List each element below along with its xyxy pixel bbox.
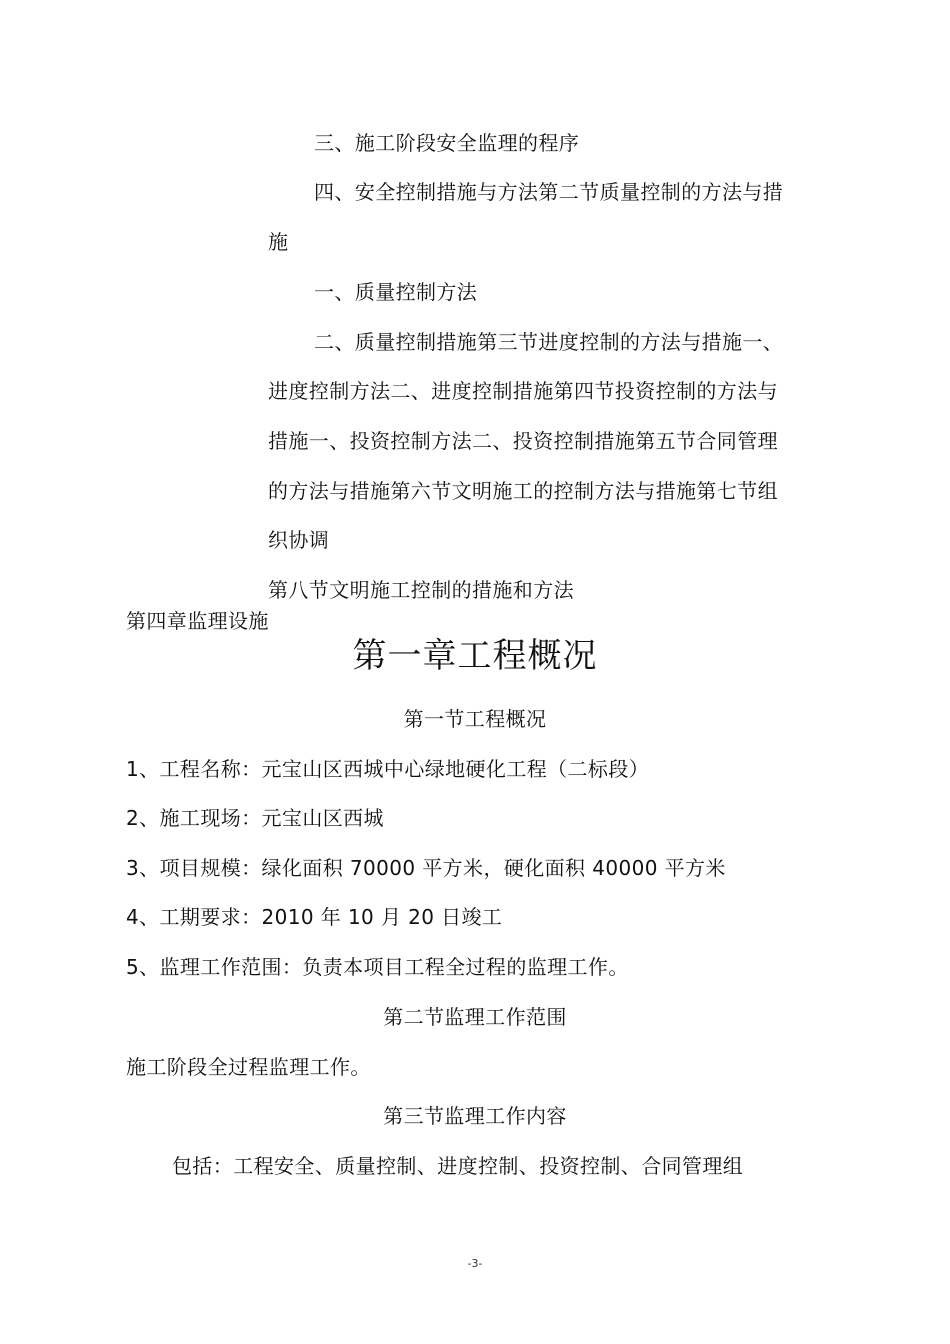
section-heading: 第二节监理工作范围 (383, 1005, 567, 1029)
overview-item: 2、施工现场：元宝山区西城 (126, 806, 384, 830)
toc-line: 的方法与措施第六节文明施工的控制方法与措施第七节组 (268, 479, 778, 503)
overview-item: 3、项目规模：绿化面积 70000 平方米，硬化面积 40000 平方米 (126, 856, 726, 880)
toc-line: 织协调 (268, 528, 330, 552)
overview-item: 5、监理工作范围：负责本项目工程全过程的监理工作。 (126, 955, 629, 979)
section-body: 包括：工程安全、质量控制、进度控制、投资控制、合同管理组 (172, 1154, 744, 1178)
toc-chapter4: 第四章监理设施 (126, 609, 269, 633)
section-heading: 第三节监理工作内容 (383, 1104, 567, 1128)
overview-item: 1、工程名称：元宝山区西城中心绿地硬化工程（二标段） (126, 757, 650, 781)
toc-line: 进度控制方法二、进度控制措施第四节投资控制的方法与 (268, 379, 778, 403)
toc-line: 三、施工阶段安全监理的程序 (314, 131, 580, 155)
toc-line: 施 (268, 230, 289, 254)
toc-line: 二、质量控制措施第三节进度控制的方法与措施一、 (314, 330, 784, 354)
chapter-title: 第一章工程概况 (352, 636, 598, 676)
section-body: 施工阶段全过程监理工作。 (126, 1055, 371, 1079)
section-heading: 第一节工程概况 (403, 707, 547, 731)
toc-line: 第八节文明施工控制的措施和方法 (268, 578, 574, 602)
toc-line: 措施一、投资控制方法二、投资控制措施第五节合同管理 (268, 429, 778, 453)
page-number: -3- (467, 1257, 483, 1270)
overview-item: 4、工期要求：2010 年 10 月 20 日竣工 (126, 905, 503, 929)
toc-line: 四、安全控制措施与方法第二节质量控制的方法与措 (314, 180, 784, 204)
toc-line: 一、质量控制方法 (314, 280, 478, 304)
